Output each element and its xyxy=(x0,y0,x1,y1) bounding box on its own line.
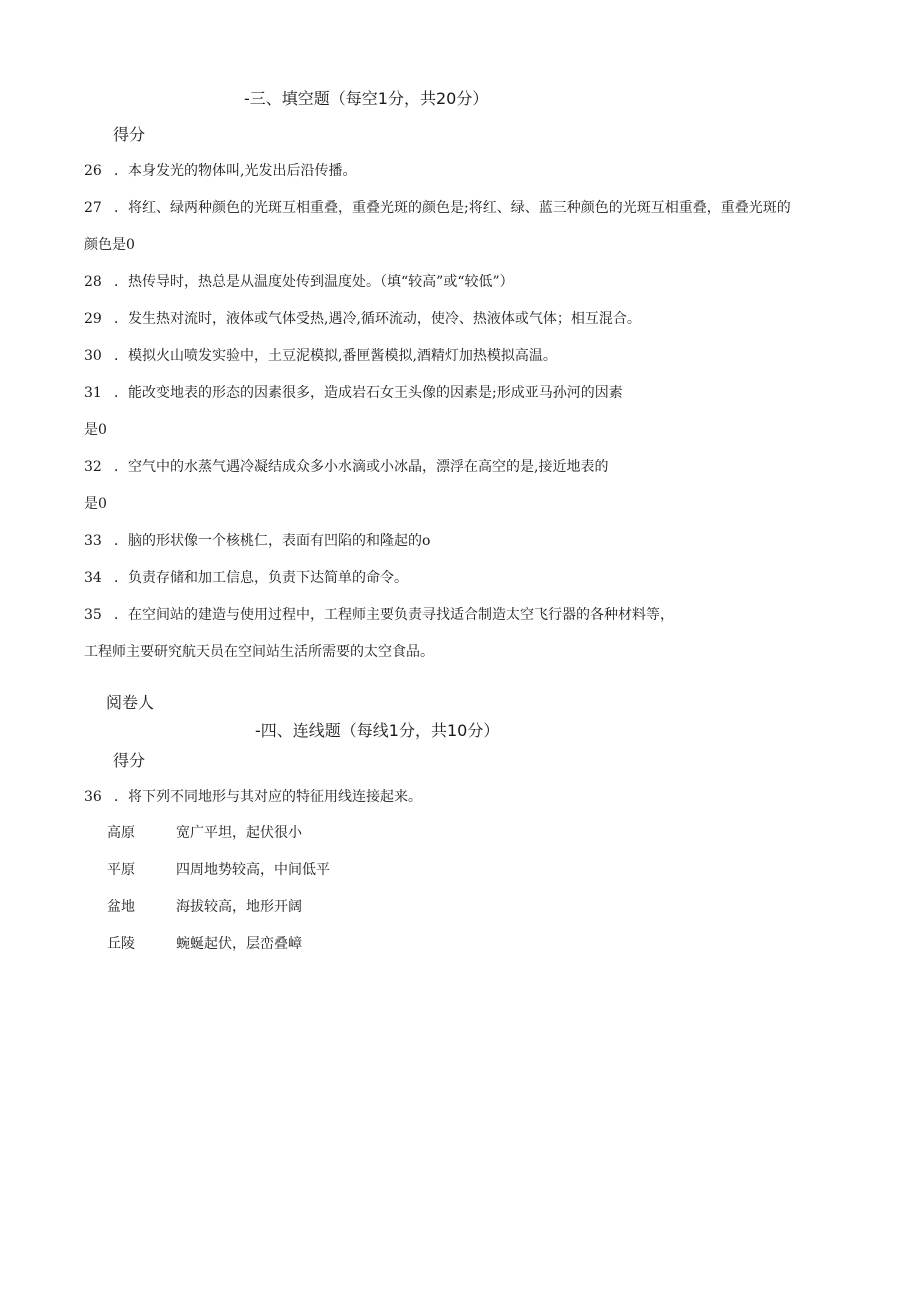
question-32 xyxy=(84,456,608,476)
question-35 xyxy=(84,604,674,624)
landform-term-basin: 盆地 xyxy=(107,899,135,915)
question-text: ．发生热对流时，液体或气体受热,遇冷,循环流动，使冷、热液体或气体；相互混合。 xyxy=(114,311,641,327)
question-33 xyxy=(84,530,430,550)
question-text: ．空气中的水蒸气遇冷凝结成众多小水滴或小冰晶，漂浮在高空的是,接近地表的 xyxy=(114,459,609,475)
reviewer-label: 阅卷人 xyxy=(106,693,155,712)
question-text: ．负责存储和加工信息，负责下达简单的命令。 xyxy=(114,570,408,586)
question-number: 35 xyxy=(84,607,102,623)
question-number: 26 xyxy=(84,163,102,179)
question-text: ．脑的形状像一个核桃仁，表面有凹陷的和隆起的o xyxy=(114,533,431,549)
question-number: 34 xyxy=(84,570,102,586)
landform-term-plateau: 高原 xyxy=(107,825,135,841)
section-4-score-label: 得分 xyxy=(113,751,146,770)
landform-term-hills: 丘陵 xyxy=(107,936,135,952)
question-number: 28 xyxy=(84,274,102,290)
question-26 xyxy=(84,160,356,180)
question-text: ．模拟火山喷发实验中，土豆泥模拟,番匣酱模拟,酒精灯加热模拟高温。 xyxy=(114,348,557,364)
question-27 xyxy=(84,197,791,217)
question-number: 31 xyxy=(84,385,102,401)
feature-description-4: 蜿蜒起伏，层峦叠嶂 xyxy=(176,936,302,952)
question-number: 36 xyxy=(84,789,102,805)
question-text: ．将下列不同地形与其对应的特征用线连接起来。 xyxy=(114,789,422,805)
question-31-continuation: 是0 xyxy=(84,422,107,438)
question-text: ．本身发光的物体叫,光发出后沿传播。 xyxy=(114,163,357,179)
feature-description-2: 四周地势较高，中间低平 xyxy=(176,862,330,878)
question-31 xyxy=(84,382,623,402)
question-29 xyxy=(84,308,641,328)
question-30 xyxy=(84,345,557,365)
question-number: 33 xyxy=(84,533,102,549)
section-4-title: -四、连线题（每线1分，共10分） xyxy=(255,721,500,740)
question-text: ．热传导时，热总是从温度处传到温度处。（填“较高”或“较低”） xyxy=(114,274,514,290)
question-28 xyxy=(84,271,514,291)
landform-term-plain: 平原 xyxy=(107,862,135,878)
question-36 xyxy=(84,786,422,806)
question-35-continuation: 工程师主要研究航天员在空间站生活所需要的太空食品。 xyxy=(84,644,434,660)
question-text: ．在空间站的建造与使用过程中，工程师主要负责寻找适合制造太空飞行器的各种材料等， xyxy=(114,607,674,623)
question-number: 30 xyxy=(84,348,102,364)
question-number: 27 xyxy=(84,200,102,216)
question-27-continuation: 颜色是0 xyxy=(84,237,135,253)
question-text: ．能改变地表的形态的因素很多，造成岩石女王头像的因素是;形成亚马孙河的因素 xyxy=(114,385,623,401)
feature-description-3: 海拔较高，地形开阔 xyxy=(176,899,302,915)
section-3-score-label: 得分 xyxy=(113,125,146,144)
question-32-continuation: 是0 xyxy=(84,496,107,512)
question-34 xyxy=(84,567,408,587)
section-3-title: -三、填空题（每空1分，共20分） xyxy=(244,89,489,108)
feature-description-1: 宽广平坦，起伏很小 xyxy=(176,825,302,841)
question-number: 29 xyxy=(84,311,102,327)
question-text: ．将红、绿两种颜色的光斑互相重叠，重叠光斑的颜色是;将红、绿、蓝三种颜色的光斑互相重叠，重叠光斑的 xyxy=(114,200,791,216)
question-number: 32 xyxy=(84,459,102,475)
